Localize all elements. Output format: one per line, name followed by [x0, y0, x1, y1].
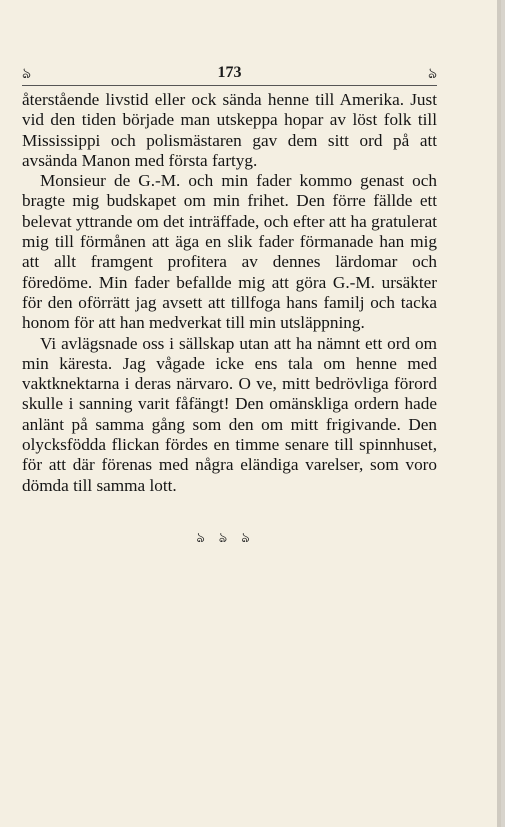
- paragraph-continued: återstående livstid eller ock sända henne till Amerika. Just vid den tiden började man utskeppa hopar av löst folk till Mississippi och polismästaren gav dem sitt ord på att avsända Manon med första fartyg.: [22, 90, 437, 170]
- body-text: [22, 90, 437, 496]
- page-number: 173: [217, 64, 242, 81]
- header-ornament-right-icon: ঌ: [427, 64, 437, 82]
- paragraph: Vi avlägsnade oss i sällskap utan att ha nämnt ett ord om min käresta. Jag vågade icke ens tala om henne med vaktknektarna i deras närvaro. O ve, mitt bedrövliga förord skulle i sanning varit fåfängt! Den omänskliga ordern hade anlänt på samma gång som den om mitt frigivande. Den olycksfödda flickan fördes en timme senare till spinnhuset, för att där förenas med några eländiga varelser, som voro dömda till samma lott.: [22, 333, 437, 495]
- paragraph: Monsieur de G.-M. och min fader kommo genast och bragte mig budskapet om min frihet. Den förre fällde ett belevat yttrande om det inträffade, och efter att ha gratulerat mig till förmånen att äga en slik fader förmanade han mig att allt framgent profitera av dennes lärdomar och föredöme. Min fader befallde mig att göra G.-M. ursäkter för den oförrätt jag avsett att tillfoga hans familj och tacka honom för att han medverkat till min utsläppning.: [22, 171, 437, 333]
- header-rule: [22, 85, 437, 86]
- running-header: [22, 60, 437, 88]
- chapter-end-ornament-icon: ঌঌঌ: [196, 530, 264, 546]
- header-ornament-left-icon: ঌ: [22, 64, 32, 82]
